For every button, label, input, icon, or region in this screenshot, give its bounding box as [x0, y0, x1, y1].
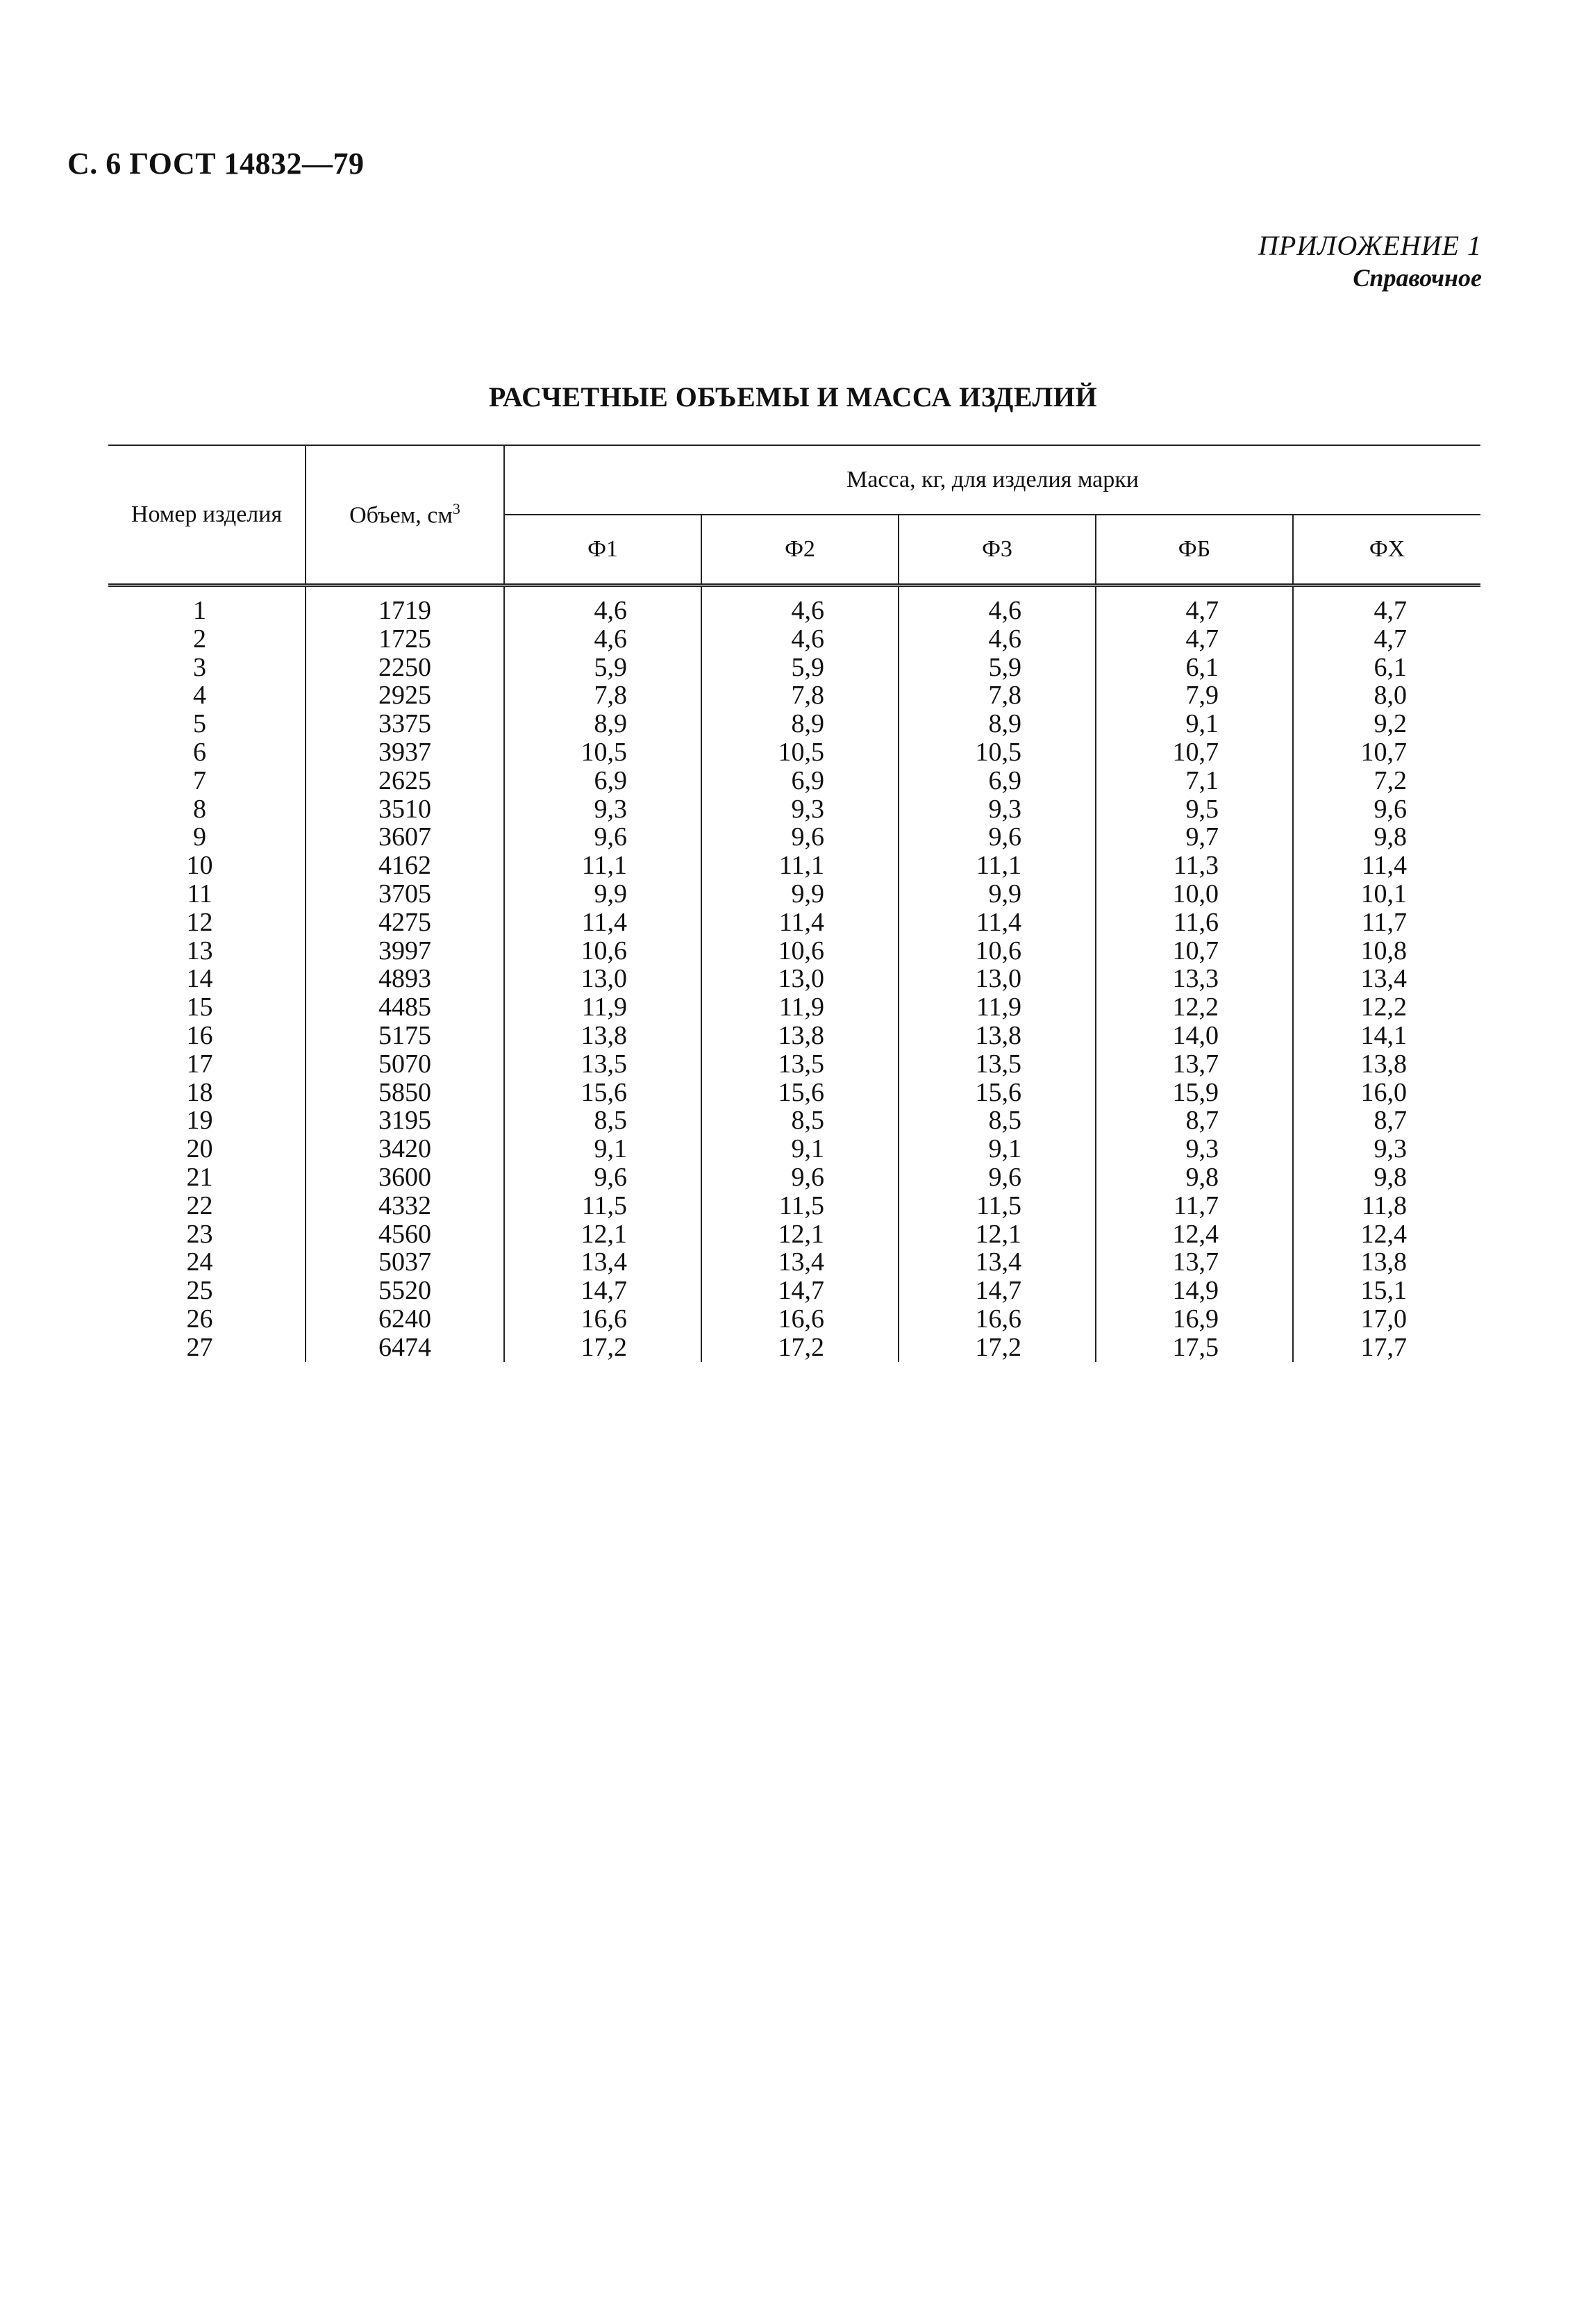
cell-volume: 3705 [306, 880, 504, 908]
cell-mass: 9,3 [701, 795, 899, 824]
cell-mass: 11,7 [1293, 908, 1480, 937]
cell-mass: 17,2 [701, 1334, 899, 1362]
cell-mass: 9,6 [504, 823, 701, 852]
cell-mass: 11,9 [899, 993, 1096, 1022]
cell-mass: 7,8 [701, 681, 899, 710]
cell-volume: 6474 [306, 1334, 504, 1362]
cell-mass: 4,6 [504, 625, 701, 654]
cell-mass: 13,8 [504, 1022, 701, 1050]
cell-mass: 9,5 [1096, 795, 1293, 824]
cell-mass: 11,7 [1096, 1192, 1293, 1220]
cell-volume: 5037 [306, 1248, 504, 1277]
cell-number: 27 [186, 1332, 213, 1362]
cell-mass: 13,4 [701, 1248, 899, 1277]
cell-volume: 2250 [306, 654, 504, 682]
cell-mass: 11,1 [899, 852, 1096, 880]
cell-number: 18 [186, 1077, 213, 1107]
cell-mass: 13,0 [504, 965, 701, 993]
cell-mass: 13,5 [701, 1050, 899, 1079]
cell-mass: 11,9 [504, 993, 701, 1022]
cell-number: 6 [193, 737, 206, 767]
cell-mass: 8,5 [899, 1106, 1096, 1135]
cell-mass: 10,8 [1293, 937, 1480, 965]
cell-volume: 4485 [306, 993, 504, 1022]
cell-mass: 9,8 [1293, 823, 1480, 852]
cell-mass: 9,7 [1096, 823, 1293, 852]
table-row [108, 993, 1480, 1022]
appendix-type: Справочное [1353, 264, 1482, 292]
cell-mass: 13,8 [1293, 1248, 1480, 1277]
cell-mass: 17,2 [504, 1334, 701, 1362]
cell-volume: 3195 [306, 1106, 504, 1135]
cell-mass: 4,7 [1293, 625, 1480, 654]
cell-mass: 8,0 [1293, 681, 1480, 710]
cell-mass: 11,1 [701, 852, 899, 880]
cell-volume: 1719 [306, 586, 504, 625]
cell-mass: 11,8 [1293, 1192, 1480, 1220]
cell-mass: 9,6 [701, 1163, 899, 1192]
cell-mass: 5,9 [899, 654, 1096, 682]
cell-mass: 17,7 [1293, 1334, 1480, 1362]
header-mark: Ф3 [899, 515, 1096, 586]
cell-mass: 11,4 [899, 908, 1096, 937]
table-row [108, 738, 1480, 767]
cell-mass: 9,6 [899, 1163, 1096, 1192]
cell-volume: 5850 [306, 1079, 504, 1107]
cell-volume: 2625 [306, 767, 504, 795]
cell-mass: 9,9 [701, 880, 899, 908]
cell-mass: 13,8 [701, 1022, 899, 1050]
cell-mass: 8,9 [504, 710, 701, 738]
cell-mass: 4,7 [1096, 586, 1293, 625]
cell-mass: 16,6 [701, 1305, 899, 1334]
cell-volume: 1725 [306, 625, 504, 654]
appendix-label [1258, 229, 1482, 292]
cell-mass: 11,3 [1096, 852, 1293, 880]
cell-mass: 15,6 [701, 1079, 899, 1107]
cell-mass: 13,0 [701, 965, 899, 993]
cell-mass: 7,1 [1096, 767, 1293, 795]
table-row [108, 1248, 1480, 1277]
table-row [108, 1163, 1480, 1192]
cell-volume: 4560 [306, 1220, 504, 1249]
cell-volume: 4893 [306, 965, 504, 993]
cell-number: 12 [186, 907, 213, 937]
table-row [108, 1305, 1480, 1334]
cell-mass: 14,1 [1293, 1022, 1480, 1050]
cell-mass: 16,9 [1096, 1305, 1293, 1334]
cell-mass: 15,1 [1293, 1277, 1480, 1305]
table-row [108, 1022, 1480, 1050]
cell-mass: 13,4 [899, 1248, 1096, 1277]
table-row [108, 1135, 1480, 1163]
table-row [108, 1079, 1480, 1107]
cell-mass: 4,6 [701, 586, 899, 625]
cell-mass: 4,7 [1096, 625, 1293, 654]
cell-number: 14 [186, 964, 213, 994]
cell-number: 16 [186, 1020, 213, 1050]
cell-mass: 13,7 [1096, 1050, 1293, 1079]
cell-mass: 15,6 [504, 1079, 701, 1107]
cell-volume: 3375 [306, 710, 504, 738]
cell-volume: 6240 [306, 1305, 504, 1334]
cell-number: 24 [186, 1247, 213, 1277]
cell-mass: 9,8 [1096, 1163, 1293, 1192]
table-row [108, 1334, 1480, 1362]
header-volume [306, 445, 504, 586]
cell-mass: 6,9 [899, 767, 1096, 795]
cell-mass: 12,4 [1096, 1220, 1293, 1249]
header-mark: ФХ [1293, 515, 1480, 586]
cell-mass: 8,7 [1293, 1106, 1480, 1135]
cell-mass: 10,7 [1096, 738, 1293, 767]
cell-number: 20 [186, 1134, 213, 1164]
cell-volume: 3607 [306, 823, 504, 852]
table-row [108, 1106, 1480, 1135]
cell-mass: 16,6 [899, 1305, 1096, 1334]
table-row [108, 908, 1480, 937]
table-row [108, 710, 1480, 738]
cell-mass: 17,2 [899, 1334, 1096, 1362]
cell-mass: 17,0 [1293, 1305, 1480, 1334]
cell-mass: 11,5 [899, 1192, 1096, 1220]
cell-mass: 9,8 [1293, 1163, 1480, 1192]
cell-mass: 13,5 [504, 1050, 701, 1079]
cell-mass: 13,0 [899, 965, 1096, 993]
cell-mass: 11,9 [701, 993, 899, 1022]
cell-mass: 4,6 [701, 625, 899, 654]
cell-volume: 3420 [306, 1135, 504, 1163]
cell-volume: 5070 [306, 1050, 504, 1079]
cell-volume: 5520 [306, 1277, 504, 1305]
cell-volume: 3997 [306, 937, 504, 965]
cell-mass: 9,6 [1293, 795, 1480, 824]
cell-number: 8 [193, 794, 206, 824]
cell-mass: 9,3 [1096, 1135, 1293, 1163]
cell-mass: 10,5 [701, 738, 899, 767]
volume-mass-table [108, 445, 1480, 1362]
cell-mass: 6,1 [1096, 654, 1293, 682]
cell-mass: 14,7 [701, 1277, 899, 1305]
cell-number: 9 [193, 822, 206, 852]
table-title: РАСЧЕТНЫЕ ОБЪЕМЫ И МАССА ИЗДЕЛИЙ [488, 381, 1098, 413]
cell-mass: 10,1 [1293, 880, 1480, 908]
cell-mass: 12,4 [1293, 1220, 1480, 1249]
cell-number: 3 [193, 652, 206, 682]
cell-mass: 13,7 [1096, 1248, 1293, 1277]
cell-number: 23 [186, 1219, 213, 1249]
cell-mass: 9,3 [899, 795, 1096, 824]
cell-mass: 9,6 [504, 1163, 701, 1192]
cell-mass: 10,6 [701, 937, 899, 965]
cell-mass: 10,0 [1096, 880, 1293, 908]
cell-mass: 8,7 [1096, 1106, 1293, 1135]
cell-mass: 9,1 [1096, 710, 1293, 738]
cell-mass: 8,5 [504, 1106, 701, 1135]
cell-mass: 11,4 [701, 908, 899, 937]
cell-mass: 9,9 [899, 880, 1096, 908]
cell-mass: 5,9 [504, 654, 701, 682]
cell-volume: 4162 [306, 852, 504, 880]
cell-mass: 11,5 [701, 1192, 899, 1220]
cell-mass: 9,3 [1293, 1135, 1480, 1163]
cell-mass: 5,9 [701, 654, 899, 682]
cell-number: 13 [186, 936, 213, 965]
cell-volume: 4275 [306, 908, 504, 937]
cell-number: 25 [186, 1276, 213, 1306]
table-row [108, 965, 1480, 993]
cell-mass: 9,1 [701, 1135, 899, 1163]
cell-mass: 9,2 [1293, 710, 1480, 738]
data-table-container [108, 445, 1480, 1362]
cell-volume: 3937 [306, 738, 504, 767]
table-row [108, 1277, 1480, 1305]
cell-number: 11 [187, 879, 212, 908]
table-row [108, 823, 1480, 852]
cell-number: 21 [186, 1162, 213, 1192]
cell-volume: 3600 [306, 1163, 504, 1192]
cell-mass: 9,6 [701, 823, 899, 852]
cell-number: 1 [193, 596, 206, 625]
cell-mass: 13,4 [1293, 965, 1480, 993]
cell-mass: 17,5 [1096, 1334, 1293, 1362]
cell-mass: 6,1 [1293, 654, 1480, 682]
cell-mass: 14,7 [899, 1277, 1096, 1305]
cell-number: 22 [186, 1190, 213, 1220]
cell-mass: 16,0 [1293, 1079, 1480, 1107]
cell-mass: 14,9 [1096, 1277, 1293, 1305]
cell-mass: 15,6 [899, 1079, 1096, 1107]
cell-number: 10 [186, 851, 213, 881]
table-row [108, 681, 1480, 710]
cell-mass: 4,7 [1293, 586, 1480, 625]
cell-number: 5 [193, 709, 206, 739]
header-volume-sup: 3 [452, 500, 460, 518]
table-row [108, 654, 1480, 682]
cell-mass: 13,4 [504, 1248, 701, 1277]
table-body [108, 586, 1480, 1362]
cell-mass: 10,6 [899, 937, 1096, 965]
cell-mass: 4,6 [899, 625, 1096, 654]
cell-mass: 6,9 [701, 767, 899, 795]
cell-mass: 14,7 [504, 1277, 701, 1305]
cell-mass: 9,1 [899, 1135, 1096, 1163]
cell-mass: 7,8 [899, 681, 1096, 710]
cell-number: 7 [193, 765, 206, 795]
cell-number: 15 [186, 993, 213, 1022]
cell-mass: 11,1 [504, 852, 701, 880]
cell-mass: 8,9 [899, 710, 1096, 738]
table-row [108, 1050, 1480, 1079]
table-row [108, 795, 1480, 824]
cell-mass: 6,9 [504, 767, 701, 795]
cell-mass: 7,2 [1293, 767, 1480, 795]
cell-mass: 16,6 [504, 1305, 701, 1334]
cell-number: 19 [186, 1106, 213, 1136]
cell-mass: 12,1 [899, 1220, 1096, 1249]
cell-mass: 10,6 [504, 937, 701, 965]
table-row [108, 1192, 1480, 1220]
cell-mass: 8,9 [701, 710, 899, 738]
cell-number: 26 [186, 1304, 213, 1334]
header-mark: ФБ [1096, 515, 1293, 586]
table-row [108, 852, 1480, 880]
table-row [108, 625, 1480, 654]
header-mark: Ф2 [701, 515, 899, 586]
cell-number: 17 [186, 1049, 213, 1079]
header-volume-text: Объем, см [349, 502, 453, 529]
header-mass-group: Масса, кг, для изделия марки [504, 445, 1480, 515]
cell-mass: 10,7 [1293, 738, 1480, 767]
cell-mass: 13,3 [1096, 965, 1293, 993]
table-row [108, 586, 1480, 625]
table-row [108, 1220, 1480, 1249]
cell-mass: 9,1 [504, 1135, 701, 1163]
cell-mass: 4,6 [504, 586, 701, 625]
cell-mass: 12,1 [504, 1220, 701, 1249]
cell-mass: 10,5 [504, 738, 701, 767]
cell-volume: 5175 [306, 1022, 504, 1050]
cell-mass: 13,8 [1293, 1050, 1480, 1079]
cell-mass: 8,5 [701, 1106, 899, 1135]
cell-mass: 7,9 [1096, 681, 1293, 710]
cell-mass: 15,9 [1096, 1079, 1293, 1107]
cell-mass: 13,5 [899, 1050, 1096, 1079]
cell-mass: 9,3 [504, 795, 701, 824]
cell-mass: 11,6 [1096, 908, 1293, 937]
cell-mass: 11,5 [504, 1192, 701, 1220]
cell-mass: 12,1 [701, 1220, 899, 1249]
cell-mass: 9,6 [899, 823, 1096, 852]
table-row [108, 880, 1480, 908]
table-row [108, 937, 1480, 965]
cell-mass: 9,9 [504, 880, 701, 908]
header-number: Номер изделия [108, 445, 306, 586]
cell-mass: 10,5 [899, 738, 1096, 767]
appendix-title: ПРИЛОЖЕНИЕ 1 [1258, 230, 1482, 261]
table-row [108, 767, 1480, 795]
cell-mass: 11,4 [504, 908, 701, 937]
header-mark: Ф1 [504, 515, 701, 586]
cell-mass: 12,2 [1096, 993, 1293, 1022]
cell-mass: 12,2 [1293, 993, 1480, 1022]
cell-mass: 11,4 [1293, 852, 1480, 880]
cell-volume: 2925 [306, 681, 504, 710]
cell-mass: 13,8 [899, 1022, 1096, 1050]
cell-mass: 4,6 [899, 586, 1096, 625]
cell-number: 2 [193, 624, 206, 654]
cell-volume: 4332 [306, 1192, 504, 1220]
cell-mass: 10,7 [1096, 937, 1293, 965]
cell-number: 4 [193, 681, 206, 711]
cell-mass: 7,8 [504, 681, 701, 710]
cell-volume: 3510 [306, 795, 504, 824]
cell-mass: 14,0 [1096, 1022, 1293, 1050]
page-header: С. 6 ГОСТ 14832—79 [67, 147, 365, 181]
